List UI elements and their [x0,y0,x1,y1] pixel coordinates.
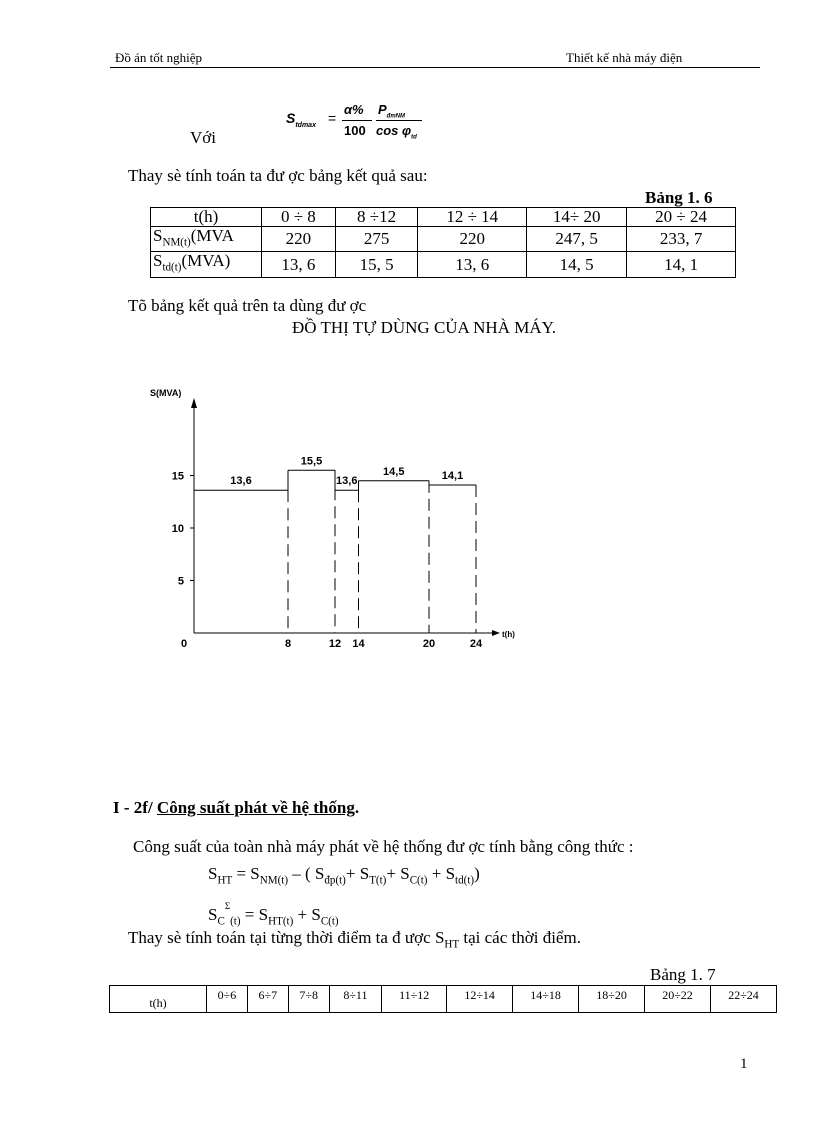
row-label-std: $S_{td(t)}(MVA)$ [151,252,262,277]
y-tick-label: 10 [171,523,184,535]
table-row [151,208,736,227]
table-cell: 220 [418,227,527,252]
row-label-snm: $S_{NM(t)}(MVA$ [151,227,262,252]
step-value-label: 13,6 [230,475,252,488]
table-cell: 13, 6 [418,252,527,277]
table-1-7 [109,985,777,1013]
x-axis-arrow [492,630,500,636]
table-row [151,227,736,252]
table-row [151,252,736,277]
section-title: Công suất phát về hệ thống [156,798,355,817]
header-right: Thiết kế nhà máy điện [566,50,683,65]
table-header-cell: t(h) [151,208,262,227]
table-row [110,986,777,1013]
step-value-label: 15,5 [300,455,323,468]
table-header-cell: 0÷6 [207,986,248,1013]
table-cell: 275 [335,227,418,252]
table-header-cell: 8 ÷12 [335,208,418,227]
table-header-cell: 20 ÷ 24 [627,208,736,227]
y-axis-arrow [191,398,197,408]
step-value-label: 14,1 [441,469,464,482]
chart-title: ĐỒ THỊ TỰ DÙNG CỦA NHÀ MÁY. [292,318,556,337]
table-header-cell: 7÷8 [288,986,329,1013]
x-tick-label: 0 [180,638,188,650]
equation-sht: $S_{HT} = S_{NM(t)}$ – ( $S_{đp(t)}+ S_{T(t)}+ S_{C(t)} + S_{td(t)}$) [208,864,480,887]
table-header-cell: 22÷24 [710,986,776,1013]
table-cell: 14, 1 [627,252,736,277]
table-cell: 247, 5 [527,227,627,252]
table-cell: 13, 6 [262,252,336,277]
table-header-cell: t(h) [110,986,207,1013]
x-tick-label: 12 [328,638,342,650]
y-tick-label: 15 [171,470,184,483]
equation-sc-sigma: $S_C^\Sigma_{(t)} = S_{HT(t)} + S_{C(t)}$ [208,901,339,928]
y-tick-label: 5 [177,575,184,588]
x-tick-label: 8 [284,638,292,650]
y-axis-label: S(MVA) [150,388,182,398]
voi-label: Với [190,128,216,147]
x-axis-label: t(h) [502,630,515,639]
x-tick-label: 20 [422,638,436,650]
x-tick-label: 14 [352,638,365,650]
table17-caption: Bảng 1. 7 [650,965,716,984]
table-header-cell: 14÷18 [513,986,579,1013]
table-cell: 15, 5 [335,252,418,277]
step-value-label: 13,6 [336,475,358,488]
x-tick-label: 24 [469,638,483,650]
table-cell: 14, 5 [527,252,627,277]
table-cell: 220 [262,227,336,252]
paragraph-intro: Thay sè tính toán ta đư ợc bảng kết quả sau: [128,166,428,185]
table-header-cell: 12 ÷ 14 [418,208,527,227]
table-header-cell: 11÷12 [382,986,447,1013]
section-number: I - 2f/ [113,798,157,817]
paragraph-sht-intro: Thay sè tính toán tại từng thời điểm ta đ ược $S_{HT}$ tại các thời điểm. [128,928,581,951]
self-consumption-chart [130,380,530,660]
table-header-cell: 18÷20 [579,986,645,1013]
section-heading: I - 2f/ Công suất phát về hệ thống. [113,798,360,817]
step-value-label: 14,5 [383,465,405,478]
table16-caption: Bảng 1. 6 [645,188,713,207]
table-header-cell: 14÷ 20 [527,208,627,227]
table-header-cell: 12÷14 [447,986,513,1013]
table-1-6 [150,207,736,278]
header-left: Đồ án tốt nghiệp [115,50,203,65]
table-header-cell: 8÷11 [329,986,381,1013]
table-header-cell: 0 ÷ 8 [262,208,336,227]
page-number: 1 [740,1056,748,1072]
table-header-cell: 20÷22 [645,986,711,1013]
table-header-cell: 6÷7 [247,986,288,1013]
header-rule [110,67,760,68]
paragraph-formula-intro: Công suất của toàn nhà máy phát về hệ thống đư ợc tính bằng công thức : [133,837,634,856]
paragraph-chart-intro: Tõ bảng kết quả trên ta dùng đư ợc [128,296,367,315]
table-cell: 233, 7 [627,227,736,252]
